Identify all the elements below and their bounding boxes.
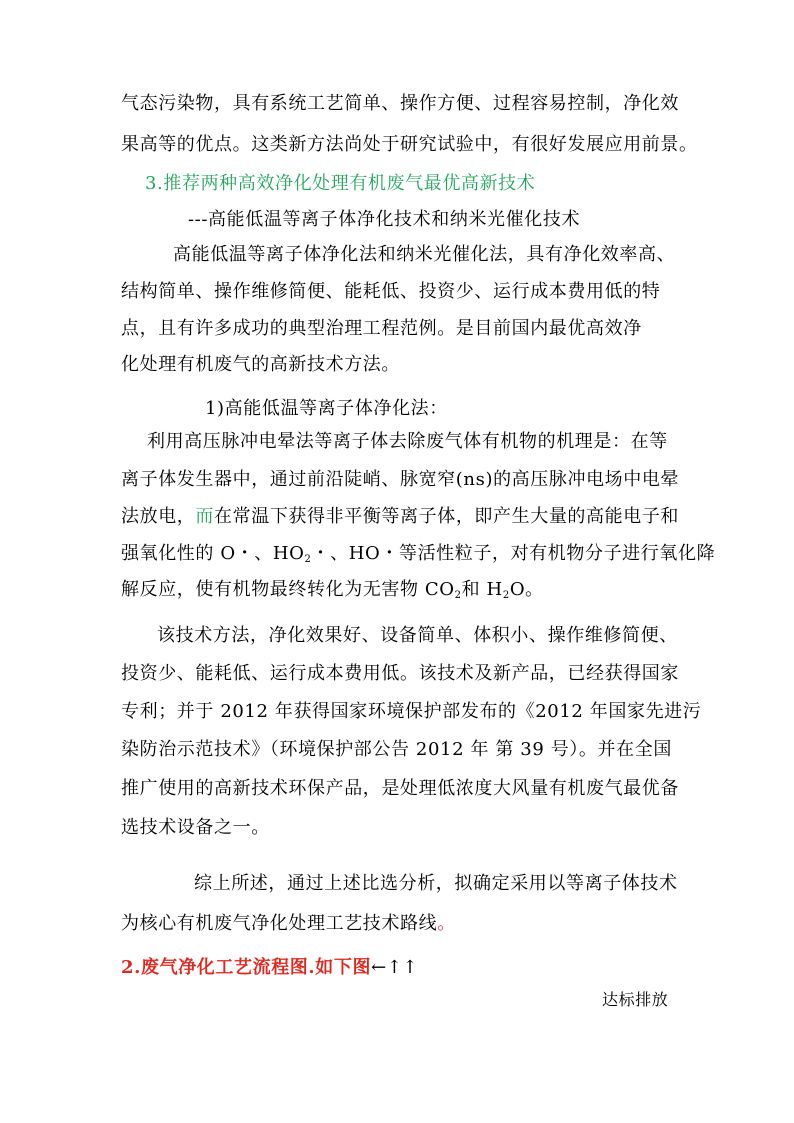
section-heading-3: 3.推荐两种高效净化处理有机废气最优高新技术 [145, 173, 536, 194]
discharge-label: 达标排放 [602, 990, 669, 1009]
para3-line6: 选技术设备之一。 [121, 817, 270, 838]
para2-line1: 利用高压脉冲电晕法等离子体去除废气体有机物的机理是：在等 [147, 431, 668, 452]
para2-line5-part3: O。 [509, 579, 544, 600]
para3-line5: 推广使用的高新技术环保产品，是处理低浓度大风量有机废气最优备 [121, 778, 679, 799]
para2-line4-subscript: 2 [304, 554, 312, 565]
para1-line3: 点，且有许多成功的典型治理工程范例。是目前国内最优高效净 [121, 318, 642, 339]
para2-line3-part1: 法放电， [121, 506, 196, 527]
para2-line5 [121, 578, 544, 602]
para2-line4-part1: 强氧化性的 O・、HO [121, 543, 305, 564]
para1-line1: 高能低温等离子体净化法和纳米光催化法，具有净化效率高、 [173, 244, 676, 265]
para2-line5-part2: 和 H [461, 579, 503, 600]
para3-line2: 投资少、能耗低、运行成本费用低。该技术及新产品，已经获得国家 [121, 663, 679, 684]
para2-line3-part2: 在常温下获得非平衡等离子体，即产生大量的高能电子和 [214, 506, 680, 527]
para2-line2: 离子体发生器中，通过前沿陡峭、脉宽窄(ns)的高压脉冲电场中电晕 [121, 469, 680, 490]
para2-line5-part1: 解反应，使有机物最终转化为无害物 CO [121, 579, 455, 600]
section-heading-2 [121, 956, 418, 980]
para2-line5-subscript-h2o: 2 [502, 590, 510, 601]
para4-line2-red-period: 。 [437, 913, 456, 934]
para3-line3: 专利；并于 2012 年获得国家环境保护部发布的《2012 年国家先进污 [121, 701, 702, 722]
section-heading-2-text: 2.废气净化工艺流程图.如下图 [121, 957, 372, 978]
para3-line4: 染防治示范技术》（环境保护部公告 2012 年 第 39 号）。并在全国 [121, 739, 672, 760]
para1-line4: 化处理有机废气的高新技术方法。 [121, 354, 400, 375]
para2-line3 [121, 505, 679, 529]
para4-line2 [121, 912, 456, 936]
arrow-marks: ←↑↑ [371, 957, 419, 978]
para3-line1: 该技术方法，净化效果好、设备简单、体积小、操作维修简便、 [157, 625, 678, 646]
para0-line2: 果高等的优点。这类新方法尚处于研究试验中，有很好发展应用前景。 [121, 134, 698, 155]
para4-line2-text: 为核心有机废气净化处理工艺技术路线 [121, 913, 438, 934]
para2-line5-subscript-co2: 2 [454, 590, 462, 601]
para2-line4-part2: ・、HO・等活性粒子，对有机物分子进行氧化降 [311, 543, 716, 564]
para2-line3-green-char: 而 [195, 506, 215, 527]
para0-line1: 气态污染物，具有系统工艺简单、操作方便、过程容易控制，净化效 [121, 93, 679, 114]
para1-line2: 结构简单、操作维修简便、能耗低、投资少、运行成本费用低的特 [121, 281, 661, 302]
para4-line1: 综上所述，通过上述比选分析，拟确定采用以等离子体技术 [194, 873, 678, 894]
item1-heading: 1)高能低温等离子体净化法： [205, 398, 448, 419]
para2-line4 [121, 542, 715, 566]
section-subheading: ---高能低温等离子体净化技术和纳米光催化技术 [188, 209, 581, 230]
